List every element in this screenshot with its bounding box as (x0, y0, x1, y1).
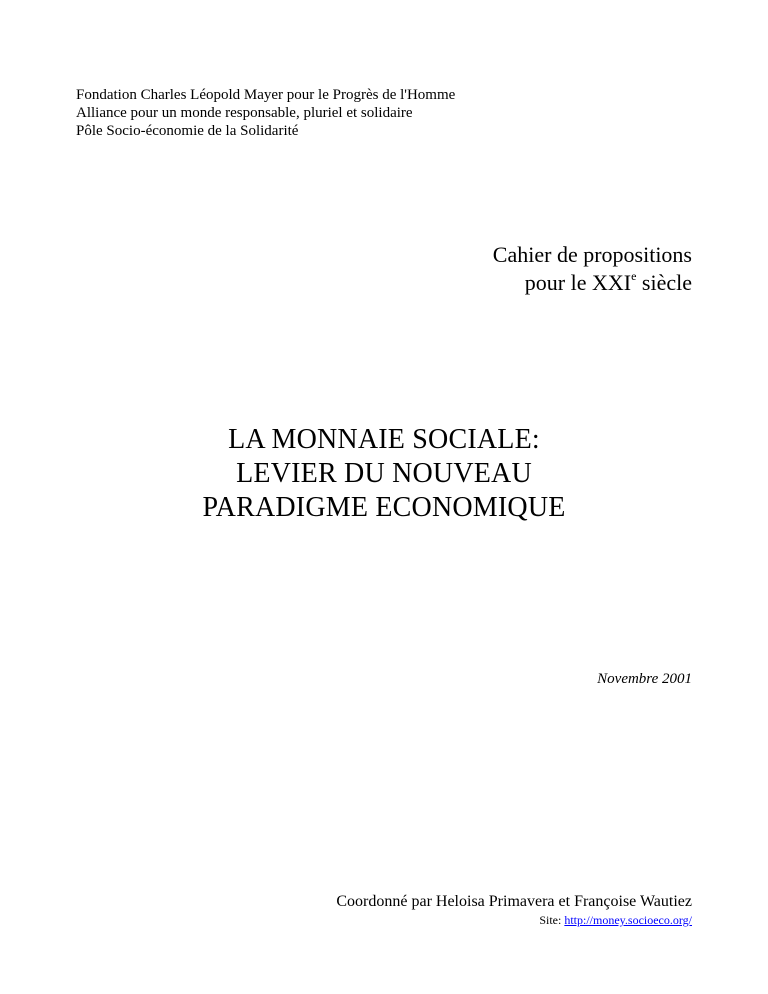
collection-title (292, 241, 692, 297)
credits (336, 892, 692, 928)
site-label: Site: (539, 913, 565, 927)
header-line-foundation: Fondation Charles Léopold Mayer pour le Progrès de l'Homme (76, 87, 456, 103)
document-title (0, 423, 768, 525)
organization-header (76, 86, 676, 140)
collection-line-2 (292, 269, 692, 297)
collection-line-2-suffix: siècle (636, 270, 692, 295)
title-line-1: LA MONNAIE SOCIALE: (228, 424, 540, 455)
coordinated-by: Coordonné par Heloisa Primavera et Françoise Wautiez (336, 893, 692, 910)
header-line-alliance: Alliance pour un monde responsable, pluriel et solidaire (76, 105, 413, 121)
header-line-pole: Pôle Socio-économie de la Solidarité (76, 123, 299, 139)
site-link[interactable]: http://money.socioeco.org/ (564, 913, 692, 927)
collection-superscript: e (631, 268, 637, 283)
collection-line-2-prefix: pour le XXI (524, 270, 632, 295)
title-line-3: PARADIGME ECONOMIQUE (202, 492, 566, 523)
title-line-2: LEVIER DU NOUVEAU (236, 458, 532, 489)
collection-line-1: Cahier de propositions (492, 242, 692, 267)
site-line (336, 912, 692, 928)
publication-date: Novembre 2001 (597, 671, 692, 687)
